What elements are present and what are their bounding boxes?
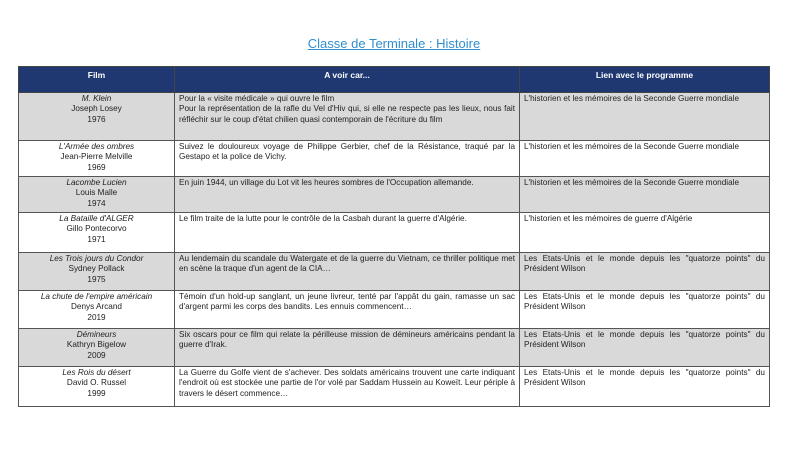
film-year: 2009	[87, 350, 106, 360]
link-cell: L'historien et les mémoires de la Seconde Guerre mondiale	[520, 177, 770, 213]
table-row	[19, 253, 770, 291]
film-cell	[19, 253, 175, 291]
film-director: Denys Arcand	[71, 302, 122, 312]
link-cell: L'historien et les mémoires de la Seconde Guerre mondiale	[520, 93, 770, 141]
film-title: La chute de l'empire américain	[40, 292, 153, 301]
film-director: David O. Russel	[66, 378, 127, 388]
table-row	[19, 367, 770, 407]
why-cell: Six oscars pour ce film qui relate la périlleuse mission de démineurs américains pendant la guerre d'Irak.	[175, 329, 520, 367]
film-title: L'Armée des ombres	[58, 142, 135, 151]
film-director: Louis Malle	[75, 188, 118, 198]
table-row	[19, 141, 770, 177]
why-cell: Témoin d'un hold-up sanglant, un jeune livreur, tenté par l'appât du gain, ramasse un sac d'argent parmi les corps des bandits. Les ennuis commencent…	[175, 291, 520, 329]
film-title: La Bataille d'ALGER	[59, 214, 134, 223]
table-row	[19, 329, 770, 367]
film-title: Démineurs	[76, 330, 117, 339]
film-director: Sydney Pollack	[68, 264, 125, 274]
link-cell: Les Etats-Unis et le monde depuis les "quatorze points" du Président Wilson	[520, 367, 770, 407]
films-table	[18, 66, 770, 407]
link-cell: L'historien et les mémoires de la Seconde Guerre mondiale	[520, 141, 770, 177]
film-year: 1999	[87, 388, 106, 398]
link-cell: Les Etats-Unis et le monde depuis les "quatorze points" du Président Wilson	[520, 291, 770, 329]
column-header-film: Film	[19, 67, 175, 93]
page-title: Classe de Terminale : Histoire	[307, 36, 481, 51]
why-cell: La Guerre du Golfe vient de s'achever. Des soldats américains trouvent une carte indiquant l'endroit où est stockée une partie de l'or volé par Saddam Hussein au Koweït. Leur périple à travers le désert commence…	[175, 367, 520, 407]
film-year: 1974	[87, 198, 106, 208]
film-cell	[19, 177, 175, 213]
film-director: Gillo Pontecorvo	[66, 224, 127, 234]
film-year: 1971	[87, 234, 106, 244]
film-title: Les Trois jours du Condor	[49, 254, 144, 263]
film-year: 1975	[87, 274, 106, 284]
table-row	[19, 213, 770, 253]
why-cell: Pour la « visite médicale » qui ouvre le film Pour la représentation de la rafle du Vel d'Hiv qui, si elle ne respecte pas les lieux, nous fait réfléchir sur le coup d'état chilien quasi contemporain de l'écriture du film	[175, 93, 520, 141]
film-cell	[19, 93, 175, 141]
film-title: Lacombe Lucien	[66, 178, 127, 187]
film-director: Joseph Losey	[71, 104, 122, 114]
film-cell	[19, 291, 175, 329]
film-cell	[19, 329, 175, 367]
table-row	[19, 93, 770, 141]
film-title: M. Klein	[81, 94, 112, 103]
film-title: Les Rois du désert	[62, 368, 131, 377]
film-cell	[19, 367, 175, 407]
column-header-link: Lien avec le programme	[520, 67, 770, 93]
column-header-why: A voir car...	[175, 67, 520, 93]
table-row	[19, 291, 770, 329]
film-year: 1969	[87, 162, 106, 172]
link-cell: Les Etats-Unis et le monde depuis les "quatorze points" du Président Wilson	[520, 329, 770, 367]
why-cell: Suivez le douloureux voyage de Philippe Gerbier, chef de la Résistance, traqué par la Gestapo et la police de Vichy.	[175, 141, 520, 177]
film-year: 2019	[87, 312, 106, 322]
film-director: Kathryn Bigelow	[66, 340, 127, 350]
table-row	[19, 177, 770, 213]
film-year: 1976	[87, 114, 106, 124]
why-cell: Le film traite de la lutte pour le contrôle de la Casbah durant la guerre d'Algérie.	[175, 213, 520, 253]
film-cell	[19, 213, 175, 253]
why-cell: En juin 1944, un village du Lot vit les heures sombres de l'Occupation allemande.	[175, 177, 520, 213]
table-header-row	[19, 67, 770, 93]
film-director: Jean-Pierre Melville	[60, 152, 133, 162]
link-cell: Les Etats-Unis et le monde depuis les "quatorze points" du Président Wilson	[520, 253, 770, 291]
link-cell: L'historien et les mémoires de guerre d'Algérie	[520, 213, 770, 253]
why-cell: Au lendemain du scandale du Watergate et de la guerre du Vietnam, ce thriller politique met en scène la traque d'un agent de la CIA…	[175, 253, 520, 291]
film-cell	[19, 141, 175, 177]
